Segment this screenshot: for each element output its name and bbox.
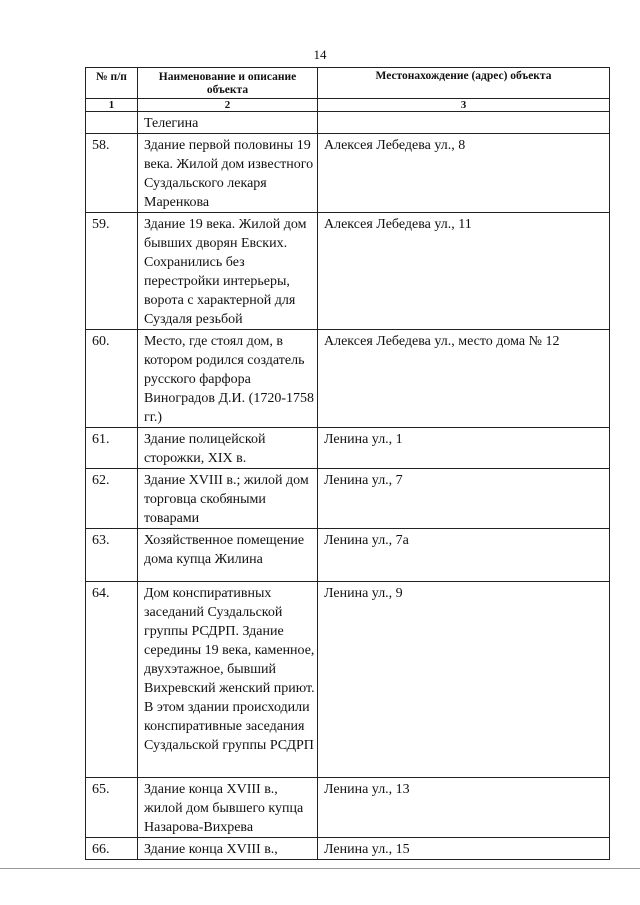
table-row [86,213,610,330]
object-name: Здание конца XVIII в., [138,838,318,860]
row-number: 62. [86,469,138,529]
table-row [86,428,610,469]
table-row [86,582,610,778]
object-name: Хозяйственное помещение дома купца Жилина [138,529,318,582]
column-number: 1 [86,99,138,112]
object-address: Ленина ул., 9 [318,582,610,778]
table-row [86,469,610,529]
object-name: Здание полицейской сторожки, XIX в. [138,428,318,469]
object-address: Ленина ул., 1 [318,428,610,469]
table-body [86,112,610,860]
object-address: Ленина ул., 7 [318,469,610,529]
header-address: Местонахождение (адрес) объекта [318,68,610,99]
object-address [318,112,610,134]
table-row [86,330,610,428]
row-number: 63. [86,529,138,582]
object-address: Алексея Лебедева ул., 8 [318,134,610,213]
header-num: № п/п [86,68,138,99]
object-address: Ленина ул., 15 [318,838,610,860]
row-number: 64. [86,582,138,778]
objects-table [85,67,610,860]
table-row [86,529,610,582]
table-row [86,112,610,134]
column-number-row [86,99,610,112]
object-name: Место, где стоял дом, в котором родился создатель русского фарфора Виноградов Д.И. (1720-1758 гг.) [138,330,318,428]
page-bottom-rule [0,868,640,869]
object-address: Алексея Лебедева ул., 11 [318,213,610,330]
row-number: 65. [86,778,138,838]
object-name: Дом конспиративных заседаний Суздальской группы РСДРП. Здание середины 19 века, каменное, двухэтажное, бывший Вихревский женский приют. В этом здании происходили конспиративные заседания Суздальской группы РСДРП [138,582,318,778]
column-number: 2 [138,99,318,112]
object-name: Здание конца XVIII в., жилой дом бывшего купца Назарова-Вихрева [138,778,318,838]
row-number [86,112,138,134]
table-row [86,778,610,838]
table-row [86,838,610,860]
table-row [86,134,610,213]
row-number: 59. [86,213,138,330]
column-number: 3 [318,99,610,112]
object-name: Телегина [138,112,318,134]
object-address: Ленина ул., 13 [318,778,610,838]
page-number: 14 [313,47,327,62]
object-name: Здание первой половины 19 века. Жилой дом известного Суздальского лекаря Маренкова [138,134,318,213]
object-name: Здание 19 века. Жилой дом бывших дворян Евских. Сохранились без перестройки интерьеры, ворота с характерной для Суздаля резьбой [138,213,318,330]
object-name: Здание XVIII в.; жилой дом торговца скобяными товарами [138,469,318,529]
row-number: 60. [86,330,138,428]
table-header-row [86,68,610,99]
row-number: 61. [86,428,138,469]
row-number: 66. [86,838,138,860]
object-address: Ленина ул., 7а [318,529,610,582]
object-address: Алексея Лебедева ул., место дома № 12 [318,330,610,428]
row-number: 58. [86,134,138,213]
header-name: Наименование и описание объекта [138,68,318,99]
